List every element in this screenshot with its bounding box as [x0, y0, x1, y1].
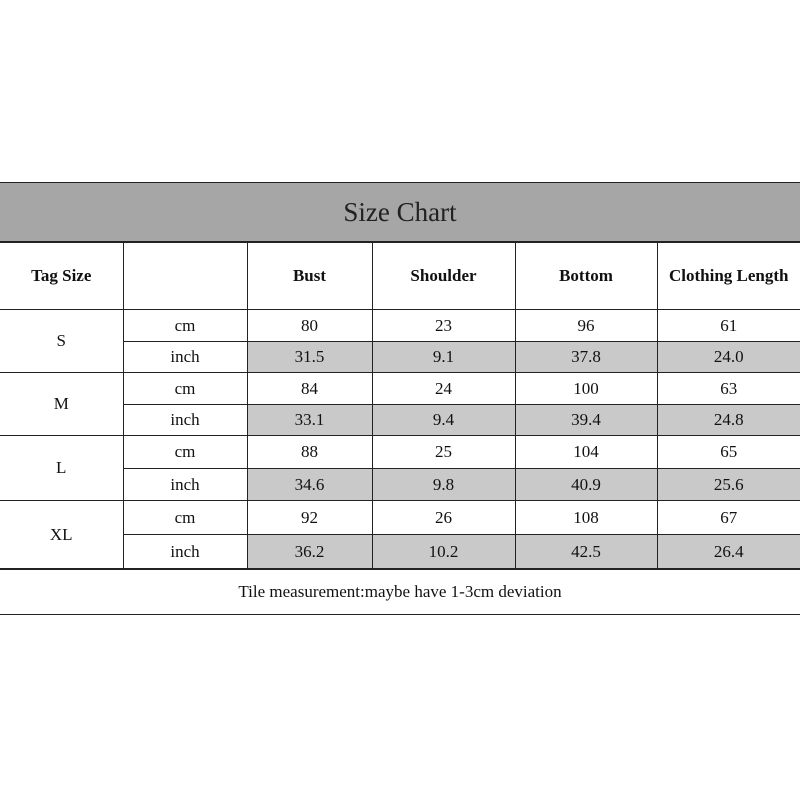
table-row: [0, 373, 800, 405]
bottom-value: 39.4: [515, 405, 657, 436]
bust-value: 88: [247, 436, 372, 469]
bottom-value: 96: [515, 310, 657, 342]
shoulder-value: 26: [372, 501, 515, 535]
bust-value: 36.2: [247, 535, 372, 569]
size-label: L: [0, 436, 123, 501]
table-row: [0, 501, 800, 535]
shoulder-value: 9.8: [372, 469, 515, 501]
clothing-length-value: 63: [657, 373, 800, 405]
unit-label: cm: [123, 501, 247, 535]
header-bottom: Bottom: [515, 243, 657, 310]
size-chart: [0, 182, 800, 615]
header-unit: [123, 243, 247, 310]
unit-label: inch: [123, 469, 247, 501]
unit-label: cm: [123, 373, 247, 405]
header-shoulder: Shoulder: [372, 243, 515, 310]
header-tag-size: Tag Size: [0, 243, 123, 310]
bottom-value: 104: [515, 436, 657, 469]
shoulder-value: 10.2: [372, 535, 515, 569]
shoulder-value: 25: [372, 436, 515, 469]
unit-label: inch: [123, 342, 247, 373]
bottom-value: 100: [515, 373, 657, 405]
header-row: [0, 243, 800, 310]
clothing-length-value: 25.6: [657, 469, 800, 501]
size-label: M: [0, 373, 123, 436]
bust-value: 31.5: [247, 342, 372, 373]
bottom-value: 42.5: [515, 535, 657, 569]
shoulder-value: 9.1: [372, 342, 515, 373]
header-clothing-length: Clothing Length: [657, 243, 800, 310]
unit-label: inch: [123, 405, 247, 436]
bust-value: 80: [247, 310, 372, 342]
clothing-length-value: 65: [657, 436, 800, 469]
bottom-value: 37.8: [515, 342, 657, 373]
size-table: [0, 242, 800, 569]
table-row: [0, 436, 800, 469]
bust-value: 34.6: [247, 469, 372, 501]
shoulder-value: 24: [372, 373, 515, 405]
bottom-value: 40.9: [515, 469, 657, 501]
shoulder-value: 23: [372, 310, 515, 342]
unit-label: cm: [123, 310, 247, 342]
size-label: S: [0, 310, 123, 373]
clothing-length-value: 26.4: [657, 535, 800, 569]
clothing-length-value: 24.0: [657, 342, 800, 373]
unit-label: cm: [123, 436, 247, 469]
bust-value: 84: [247, 373, 372, 405]
measurement-note: Tile measurement:maybe have 1-3cm deviation: [0, 569, 800, 615]
chart-title: Size Chart: [0, 183, 800, 242]
shoulder-value: 9.4: [372, 405, 515, 436]
clothing-length-value: 24.8: [657, 405, 800, 436]
header-bust: Bust: [247, 243, 372, 310]
clothing-length-value: 61: [657, 310, 800, 342]
clothing-length-value: 67: [657, 501, 800, 535]
size-label: XL: [0, 501, 123, 569]
table-row: [0, 310, 800, 342]
bust-value: 92: [247, 501, 372, 535]
bottom-value: 108: [515, 501, 657, 535]
unit-label: inch: [123, 535, 247, 569]
bust-value: 33.1: [247, 405, 372, 436]
